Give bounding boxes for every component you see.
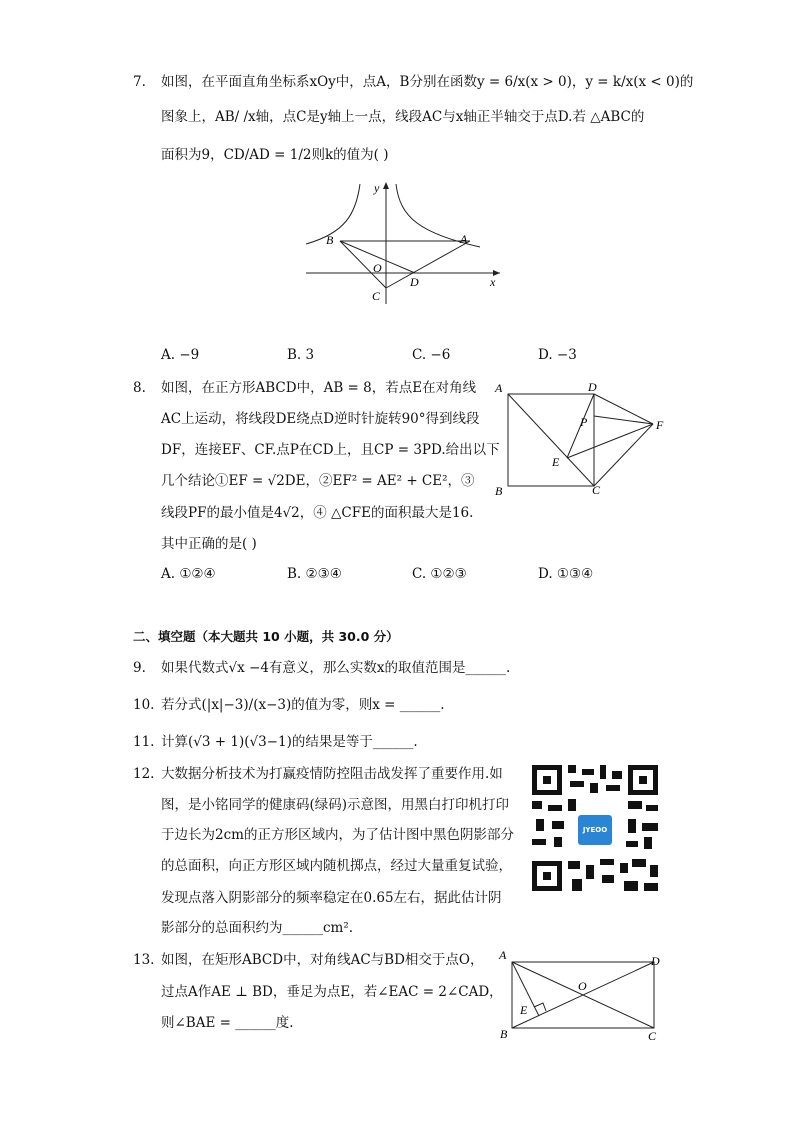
q13-label-C: C [648,1029,657,1043]
q12-line-6: 影部分的总面积约为______cm². [161,920,354,936]
q10-text: 若分式(|x|−3)/(x−3)的值为零，则x = ______. [161,697,445,713]
qr-finder-tl [532,765,562,795]
q8-line-3: DF，连接EF、CF.点P在CD上，且CP = 3PD.给出以下 [161,442,500,458]
q13-label-B: B [500,1027,508,1041]
q13-label-D: D [651,954,660,968]
q8-line-4: 几个结论①EF = √2DE，②EF² = AE² + CE²，③ [161,473,475,489]
q8-line-1: 如图，在正方形ABCD中，AB = 8，若点E在对角线 [161,380,477,396]
q8-option-c: C. ①②③ [412,566,467,582]
q7-option-a: A. −9 [161,347,200,363]
q8-label-C: C [592,483,601,497]
q7-line-1: 如图，在平面直角坐标系xOy中，点A，B分别在函数y = 6/x(x > 0)，y = k/x(x < 0)的 [161,74,694,90]
q7-label-D: D [410,275,419,289]
q7-line-2: 图象上，AB/ /x轴，点C是y轴上一点，线段AC与x轴正半轴交于点D.若 △ABC的 [161,109,645,125]
q9-text: 如果代数式√x −4有意义，那么实数x的取值范围是______. [161,660,511,676]
q8-label-P: P [580,415,588,429]
q7-label-A: A [460,232,468,246]
q8-option-b: B. ②③④ [287,566,342,582]
q13-line-2: 过点A作AE ⊥ BD，垂足为点E，若∠EAC = 2∠CAD， [161,984,503,1000]
q13-line-3: 则∠BAE = ______度. [161,1015,294,1031]
qr-finder-bl [532,861,562,891]
q11-number: 11. [133,734,155,750]
q8-label-A: A [495,381,503,395]
q12-line-3: 于边长为2cm的正方形区域内，为了估计图中黑色阴影部分 [161,827,514,843]
q11-text: 计算(√3 + 1)(√3−1)的结果是等于______. [161,734,418,750]
q8-line-2: AC上运动，将线段DE绕点D逆时针旋转90°得到线段 [161,411,480,427]
q9-number: 9. [133,660,146,676]
q7-figure [300,178,510,308]
q8-option-d: D. ①③④ [538,566,594,582]
q13-label-O: O [578,979,587,993]
q12-line-4: 的总面积，向正方形区域内随机掷点，经过大量重复试验， [161,858,512,874]
q7-option-b: B. 3 [287,347,315,363]
q13-number: 13. [133,952,155,968]
q13-figure [494,946,669,1046]
q7-option-c: C. −6 [412,347,451,363]
q7-option-d: D. −3 [538,347,577,363]
q13-label-A: A [499,948,507,962]
q7-label-O: O [373,261,382,275]
q7-label-C: C [372,289,381,303]
q8-label-E: E [552,455,560,469]
q12-line-5: 发现点落入阴影部分的频率稳定在0.65左右，据此估计阴 [161,890,502,906]
q8-option-a: A. ①②④ [161,566,216,582]
q8-label-B: B [495,484,503,498]
q7-label-y: y [374,181,380,195]
q13-line-1: 如图，在矩形ABCD中，对角线AC与BD相交于点O， [161,952,484,968]
q13-label-E: E [520,1003,528,1017]
jyeoo-logo: JYEOO [576,813,614,847]
q8-label-D: D [588,380,597,394]
q12-line-2: 图，是小铭同学的健康码(绿码)示意图，用黑白打印机打印 [161,797,510,813]
qr-finder-tr [628,765,658,795]
q7-number: 7. [133,74,146,90]
q7-line-3: 面积为9，CD/AD = 1/2则k的值为( ) [161,147,389,163]
section-2-title: 二、填空题（本大题共 10 小题，共 30.0 分） [133,629,399,644]
q7-label-x: x [490,275,496,289]
q7-label-B: B [326,233,334,247]
q10-number: 10. [133,697,155,713]
q8-line-5: 线段PF的最小值是4√2，④ △CFE的面积最大是16. [161,505,474,521]
q8-line-6: 其中正确的是( ) [161,536,257,552]
q8-figure [490,376,670,501]
q8-number: 8. [133,380,146,396]
q12-number: 12. [133,766,155,782]
q12-line-1: 大数据分析技术为打赢疫情防控阻击战发挥了重要作用.如 [161,766,503,782]
q8-label-F: F [656,418,664,432]
health-qr-code [532,765,658,891]
